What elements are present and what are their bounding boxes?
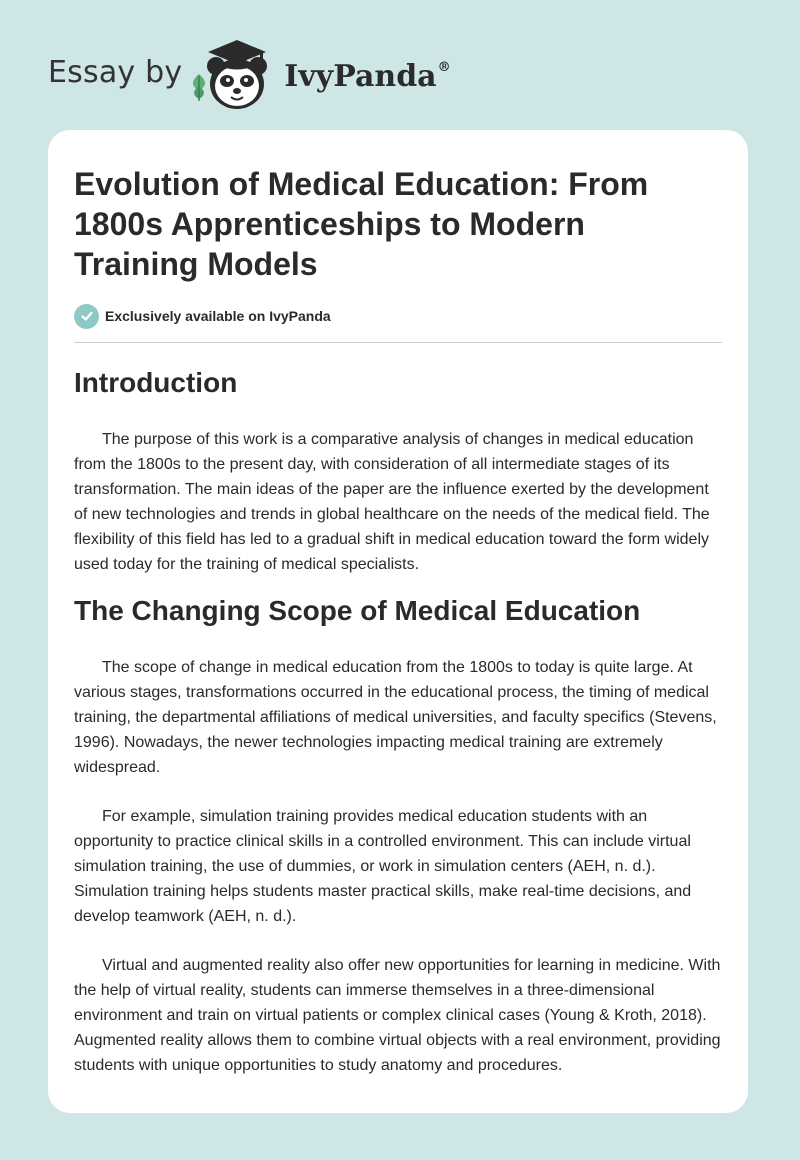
check-icon <box>74 304 99 329</box>
ivypanda-brand <box>284 59 450 94</box>
brand-name: IvyPanda <box>284 58 437 94</box>
section-introduction <box>74 365 722 577</box>
registered-mark: ® <box>437 59 451 75</box>
exclusive-badge <box>74 303 722 329</box>
essay-card <box>48 130 748 1113</box>
section-changing-scope <box>74 593 722 1078</box>
ivypanda-logo-link[interactable] <box>194 34 450 114</box>
paragraph: Virtual and augmented reality also offer new opportunities for learning in medicine. With the help of virtual reality, students can immerse themselves in a three-dimensional environment and train on virtual patients or complex clinical cases (Young & Kroth, 2018). Augmented reality allows them to combine virtual objects with a real environment, providing students with unique opportunities to study anatomy and procedures. <box>74 957 721 1074</box>
paragraph: For example, simulation training provides medical education students with an opportunity to practice clinical skills in a controlled environment. This can include virtual simulation training, the use of dummies, or work in simulation centers (AEH, n. d.). Simulation training helps students master practical skills, make real-time decisions, and develop teamwork (AEH, n. d.). <box>74 808 692 925</box>
site-header <box>48 34 451 114</box>
panda-graduation-cap-icon <box>194 34 280 114</box>
essay-by-label: Essay by <box>48 54 183 90</box>
paragraph: The purpose of this work is a comparative analysis of changes in medical education from the 1800s to the present day, with consideration of all intermediate stages of its transformation. The main ideas of the paper are the influence exerted by the development of new technologies and trends in global healthcare on the needs of the medical field. The flexibility of this field has led to a gradual shift in medical education toward the form widely used today for the training of medical specialists. <box>74 431 710 573</box>
essay-title: Evolution of Medical Education: From 1800s Apprenticeships to Modern Training Models <box>74 166 649 282</box>
paragraph: The scope of change in medical education from the 1800s to today is quite large. At various stages, transformations occurred in the educational process, the timing of medical training, the departmental affiliations of medical universities, and faculty specifics (Stevens, 1996). Nowadays, the newer technologies impacting medical training are extremely widespread. <box>74 659 717 776</box>
title-divider <box>74 342 722 343</box>
section-heading-changing-scope: The Changing Scope of Medical Education <box>74 595 641 626</box>
ivy-leaf-icon <box>188 72 210 102</box>
section-heading-introduction: Introduction <box>74 367 238 398</box>
exclusive-label: Exclusively available on IvyPanda <box>105 308 331 324</box>
